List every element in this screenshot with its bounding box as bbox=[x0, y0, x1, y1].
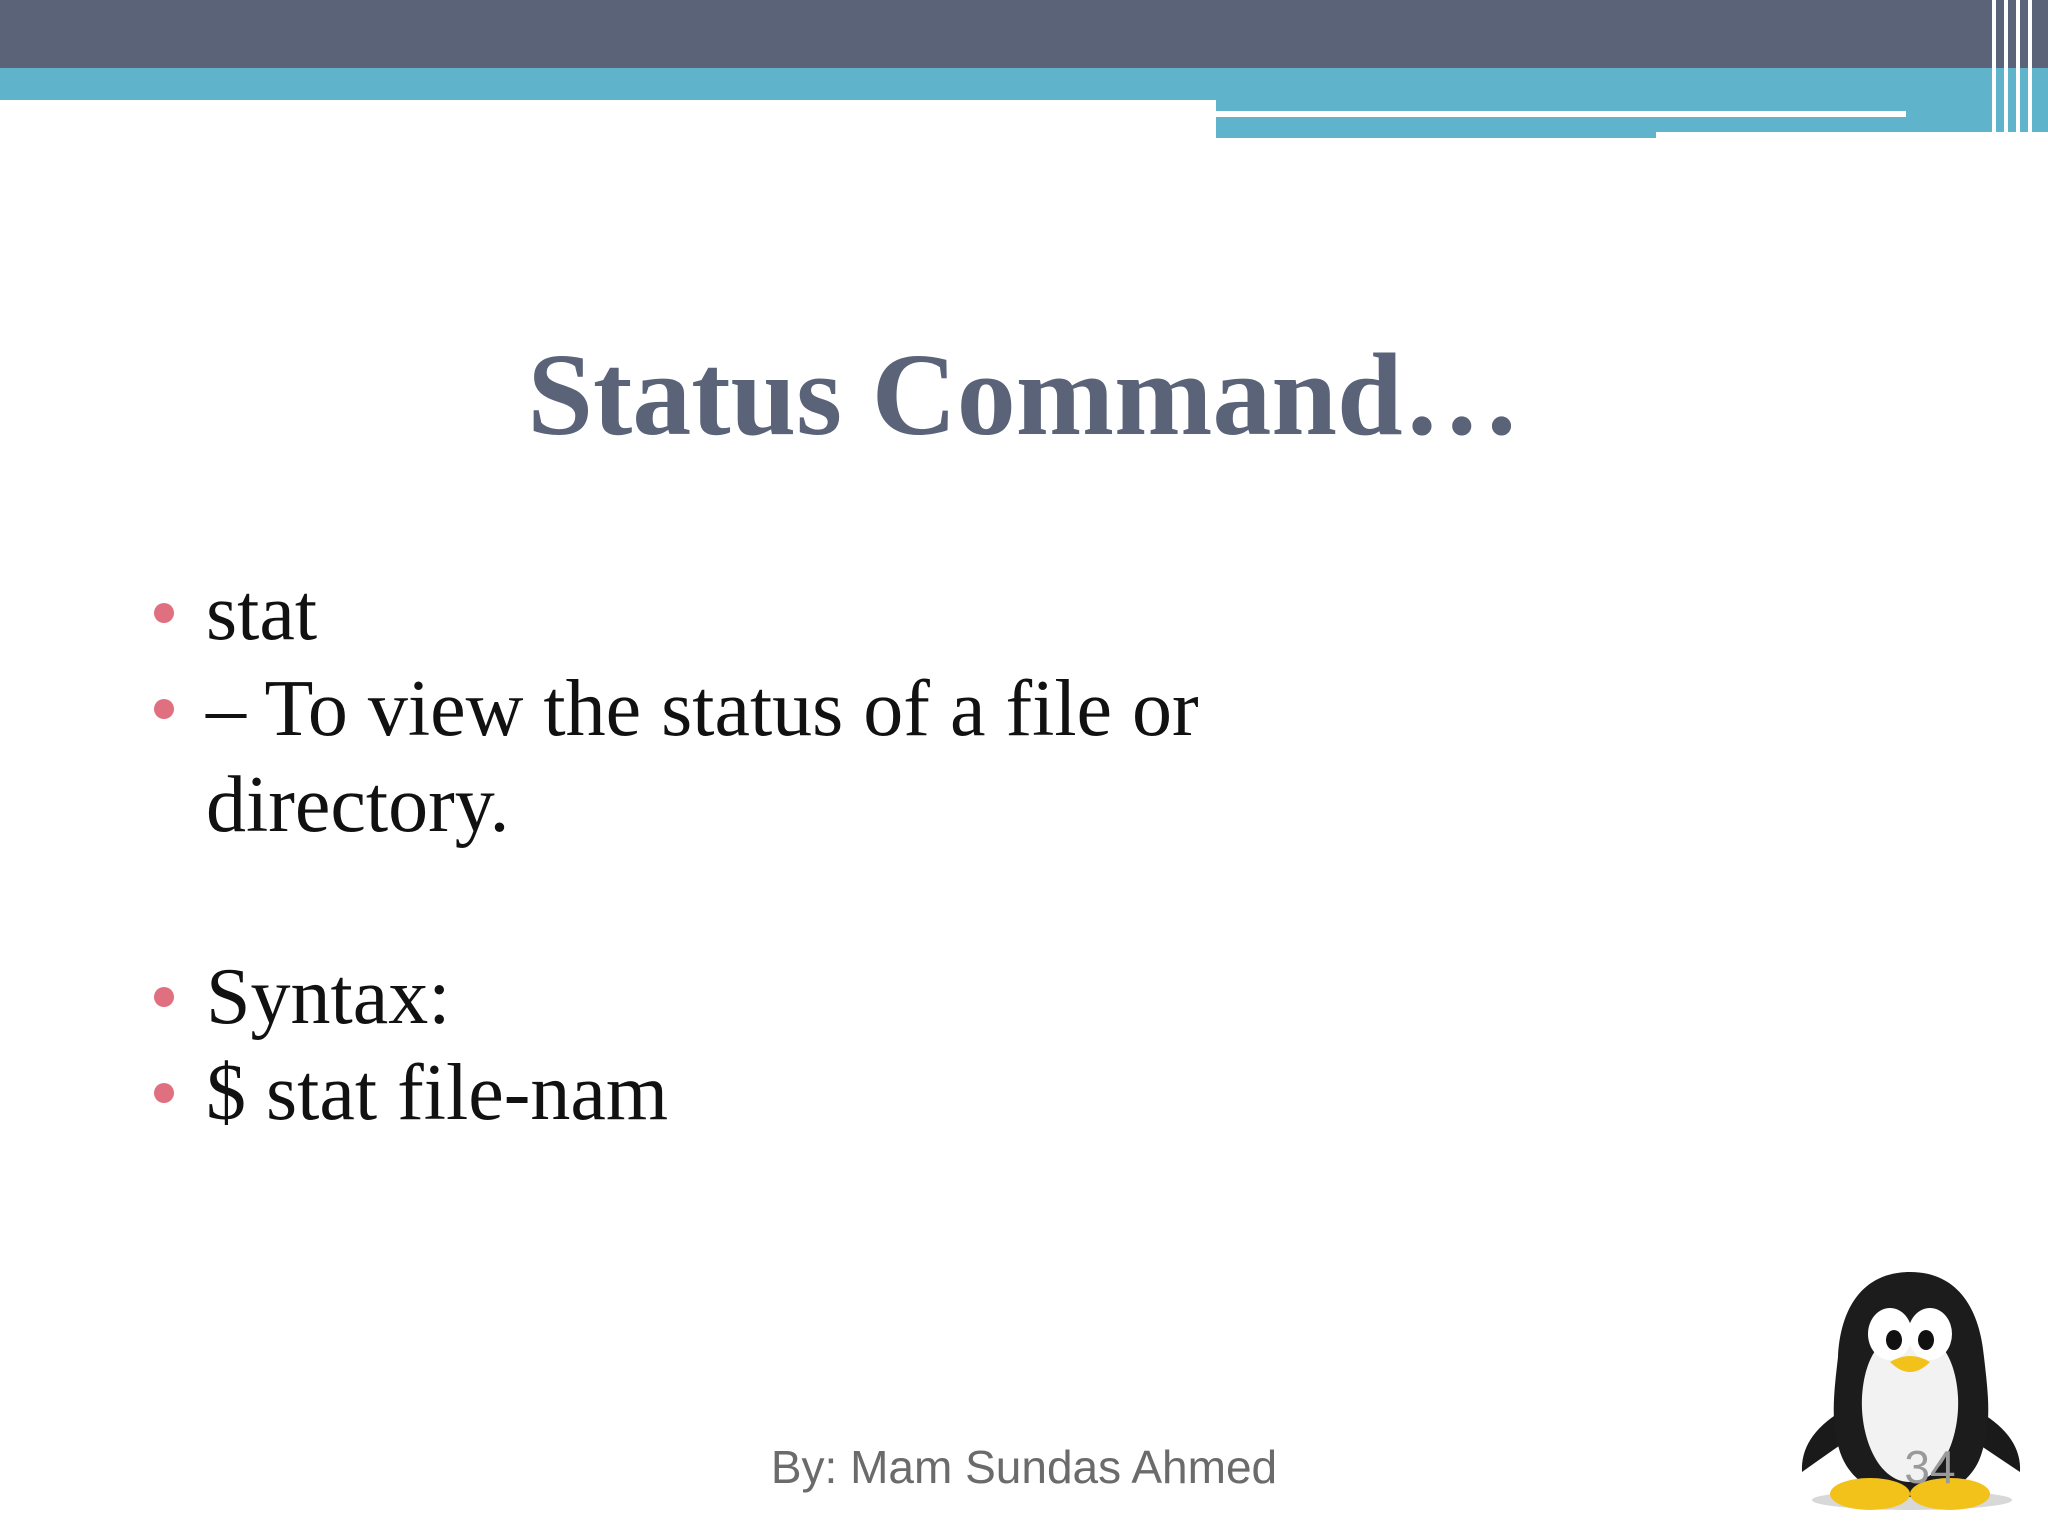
header-accent-notch bbox=[1656, 132, 2048, 142]
bullet-dot bbox=[154, 1083, 174, 1103]
bullet-item bbox=[150, 949, 1400, 1045]
header-stripe bbox=[2016, 0, 2020, 138]
bullet-item bbox=[150, 565, 1400, 661]
header-stripe bbox=[1992, 0, 1996, 138]
bullet-text: $ stat file-nam bbox=[206, 1049, 669, 1137]
bullet-item bbox=[150, 661, 1400, 853]
slide-title: Status Command… bbox=[527, 329, 1521, 460]
bullet-item bbox=[150, 1045, 1400, 1141]
slide-number: 34 bbox=[1904, 1441, 1956, 1493]
bullet-text: – To view the status of a file or directory. bbox=[206, 665, 1199, 849]
bullet-list bbox=[150, 565, 1400, 1141]
bullet-text: stat bbox=[206, 569, 318, 657]
header-bar bbox=[0, 0, 2048, 68]
header-stripe bbox=[2028, 0, 2032, 138]
bullet-text: Syntax: bbox=[206, 953, 451, 1041]
bullet-dot bbox=[154, 699, 174, 719]
bullet-dot bbox=[154, 987, 174, 1007]
footer-author: By: Mam Sundas Ahmed bbox=[770, 1441, 1278, 1493]
header-accent-bar bbox=[0, 68, 2048, 100]
header-stripe bbox=[2004, 0, 2008, 138]
header-accent-line bbox=[1216, 111, 1906, 117]
bullet-dot bbox=[154, 603, 174, 623]
bullet-spacer bbox=[150, 853, 1400, 949]
